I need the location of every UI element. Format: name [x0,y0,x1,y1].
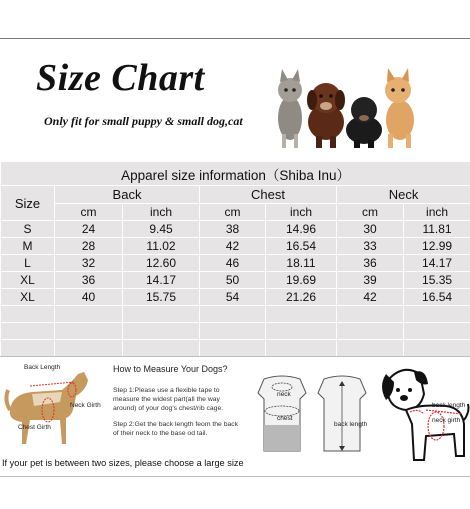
table-cell: 40 [55,289,123,306]
group-back: Back [55,186,200,204]
table-row [1,255,470,272]
table-cell: 9.45 [123,221,200,238]
table-cell: M [1,238,55,255]
unit-header: cm [200,204,266,221]
label-neck: neck [277,391,291,398]
table-cell: XL [1,272,55,289]
table-cell: 36 [55,272,123,289]
size-header: Size [1,186,55,221]
table-cell: 38 [200,221,266,238]
size-table [0,161,470,357]
table-cell: 15.75 [123,289,200,306]
bottom-divider [0,476,470,477]
table-cell: 12.99 [404,238,470,255]
pets-photo [268,60,428,152]
table-cell: 11.02 [123,238,200,255]
table-cell: 32 [55,255,123,272]
table-cell: 19.69 [266,272,337,289]
puppy-black-icon [346,97,382,148]
table-cell: 11.81 [404,221,470,238]
table-cell: 16.54 [404,289,470,306]
table-cell: 15.35 [404,272,470,289]
group-chest: Chest [200,186,337,204]
table-cell: 54 [200,289,266,306]
table-unit-row [1,204,470,221]
subtitle: Only fit for small puppy & small dog,cat [44,114,243,128]
label-back-length: Back Length [24,364,61,371]
table-cell: 28 [55,238,123,255]
shirt-measure-icon [252,375,378,455]
table-cell: 18.11 [266,255,337,272]
table-cell: 14.17 [123,272,200,289]
cartoon-dog-icon [380,364,470,468]
table-row-empty [1,306,470,323]
shirt-front-icon [258,376,306,451]
kitten-orange-icon [385,68,414,148]
table-cell: 36 [337,255,404,272]
table-cell: 42 [337,289,404,306]
table-row-empty [1,323,470,340]
unit-header: inch [123,204,200,221]
unit-header: cm [55,204,123,221]
shirt-back-icon [318,376,366,451]
group-neck: Neck [337,186,470,204]
table-cell: 39 [337,272,404,289]
table-row [1,272,470,289]
top-divider [0,38,470,39]
table-cell: L [1,255,55,272]
kitten-left-icon [278,69,302,148]
label-neck-girth-dog: neck girth [432,417,461,424]
guide-step-2: Step 2:Get the back length feom the back of their neck to the base od tail. [113,421,239,437]
table-cell: S [1,221,55,238]
label-back-length-shirt: back length [334,421,368,428]
label-chest-girth: Chest Girth [18,424,51,431]
table-cell: 16.54 [266,238,337,255]
guide-title: How to Measure Your Dogs? [113,364,228,374]
table-cell: 12.60 [123,255,200,272]
guide-step-1: Step 1:Please use a flexible tape to measure the widest part(all the way around) of your dog's chest/rib cage. [113,387,224,412]
table-cell: 24 [55,221,123,238]
size-advice-note: If your pet is between two sizes, please choose a large size [2,458,244,468]
table-cell: 21.26 [266,289,337,306]
table-cell: 33 [337,238,404,255]
label-back-length-dog: back length [432,402,466,409]
puppy-brown-icon [307,83,345,148]
label-chest: chest [277,415,293,422]
table-cell: XL [1,289,55,306]
section-divider [0,356,470,357]
table-cell: 14.96 [266,221,337,238]
table-caption: Apparel size information（Shiba Inu） [1,162,470,186]
page-title: Size Chart [36,57,205,99]
table-row [1,289,470,306]
table-row [1,221,470,238]
table-group-row [1,186,470,204]
table-row-empty [1,340,470,357]
table-cell: 30 [337,221,404,238]
unit-header: inch [404,204,470,221]
label-neck-girth: Neck Girth [70,402,101,409]
table-caption-row [1,162,470,186]
unit-header: inch [266,204,337,221]
unit-header: cm [337,204,404,221]
table-cell: 46 [200,255,266,272]
table-row [1,238,470,255]
table-cell: 42 [200,238,266,255]
table-cell: 50 [200,272,266,289]
table-cell: 14.17 [404,255,470,272]
